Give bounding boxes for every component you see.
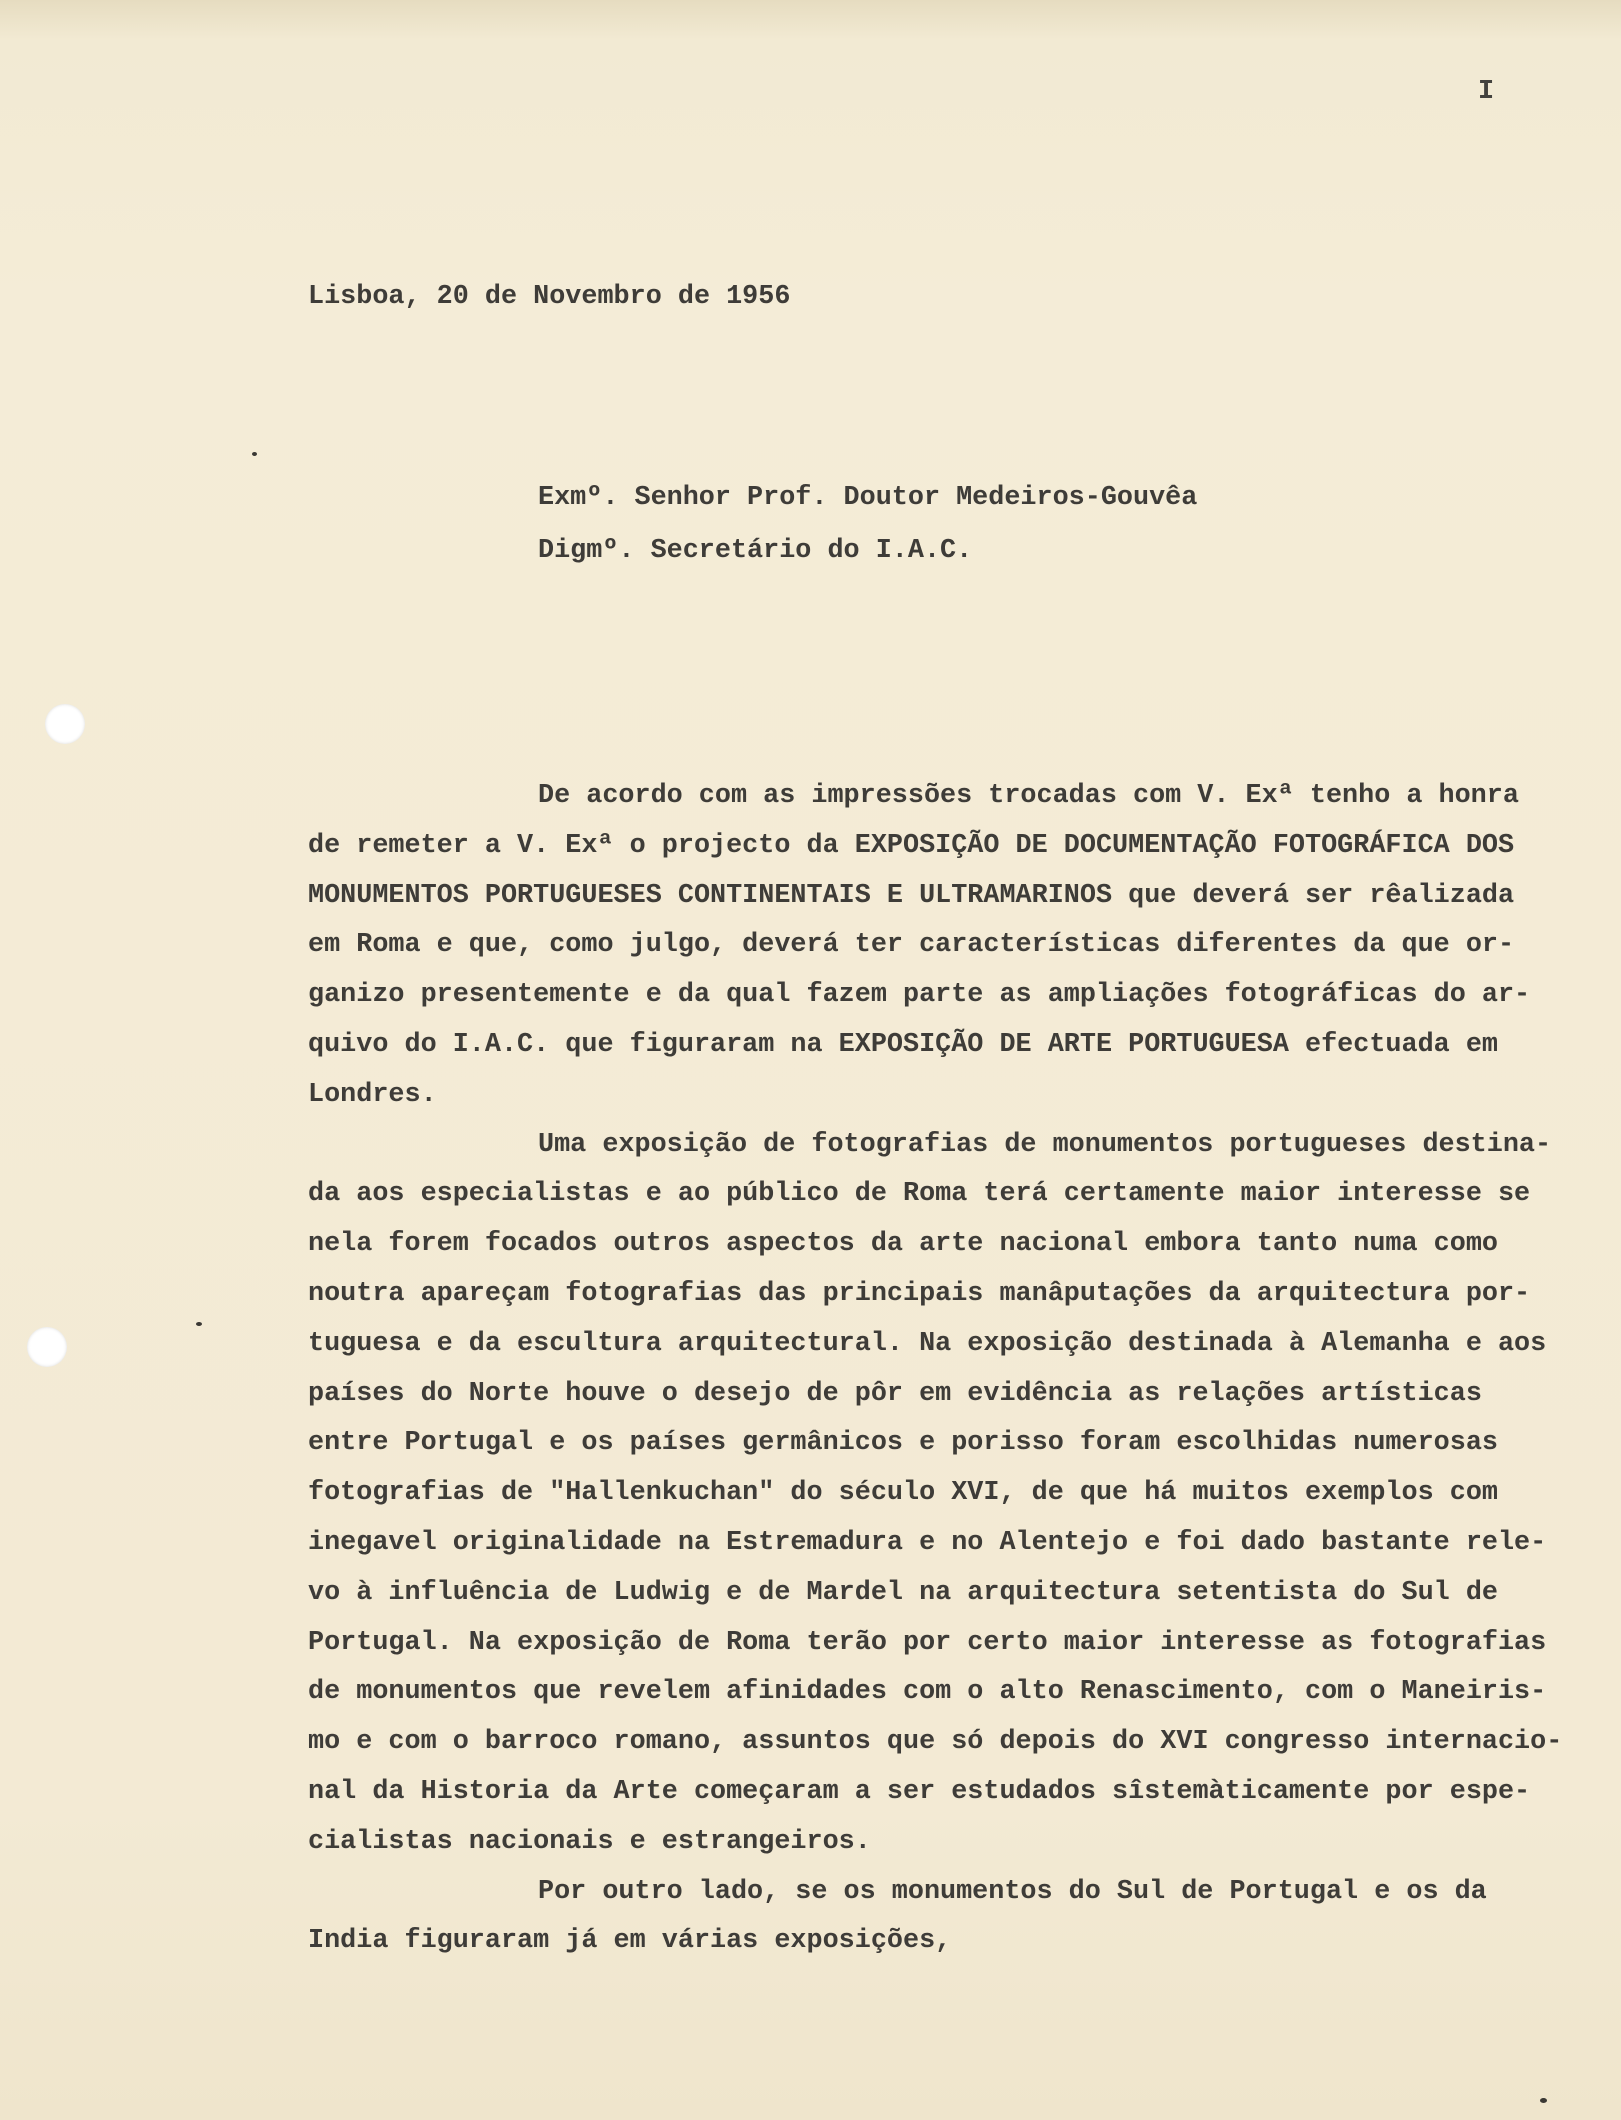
page-number: I [1478, 77, 1495, 107]
body-line: fotografias de "Hallenkuchan" do século XVI, de que há muitos exemplos com [308, 1478, 1498, 1509]
body-line: Portugal. Na exposição de Roma terão por certo maior interesse as fotografias [308, 1627, 1547, 1658]
paragraph [308, 1868, 1562, 1968]
body-line: vo à influência de Ludwig e de Mardel na arquitectura setentista do Sul de [308, 1577, 1498, 1608]
body-line: noutra apareçam fotografias das principais manâputações da arquitectura por- [308, 1278, 1531, 1309]
body-line: De acordo com as impressões trocadas com V. Exª tenho a honra [538, 781, 1519, 811]
body-line: Uma exposição de fotografias de monumentos portugueses destina- [538, 1129, 1552, 1160]
body-line: nal da Historia da Arte começaram a ser estudados sîstemàticamente por espe- [308, 1776, 1531, 1807]
body-line: nela forem focados outros aspectos da arte nacional embora tanto numa como [308, 1229, 1498, 1260]
date-line: Lisboa, 20 de Novembro de 1956 [308, 282, 791, 312]
body-line: MONUMENTOS PORTUGUESES CONTINENTAIS E ULTRAMARINOS que deverá ser rêalizada [308, 880, 1515, 911]
addressee-line: Exmº. Senhor Prof. Doutor Medeiros-Gouvêa [538, 483, 1198, 513]
body-line: países do Norte houve o desejo de pôr em evidência as relações artísticas [308, 1378, 1482, 1409]
body-line: ganizo presentemente e da qual fazem parte as ampliações fotográficas do ar- [308, 980, 1531, 1011]
body-line: da aos especialistas e ao público de Roma terá certamente maior interesse se [308, 1179, 1531, 1210]
body-line: inegavel originalidade na Estremadura e no Alentejo e foi dado bastante rele- [308, 1527, 1547, 1558]
body-line: mo e com o barroco romano, assuntos que só depois do XVI congresso internacio- [308, 1727, 1563, 1758]
addressee-block [538, 472, 1197, 578]
paragraph [308, 772, 1562, 1121]
body-line: de monumentos que revelem afinidades com o alto Renascimento, com o Maneiris- [308, 1677, 1547, 1708]
paragraph [308, 1121, 1562, 1868]
body-line: Por outro lado, se os monumentos do Sul de Portugal e os da [538, 1876, 1487, 1907]
letter-body [308, 772, 1562, 1967]
body-line: India figuraram já em várias exposições, [308, 1926, 952, 1957]
body-line: entre Portugal e os países germânicos e porisso foram escolhidas numerosas [308, 1428, 1498, 1459]
body-line: de remeter a V. Exª o projecto da EXPOSIÇÃO DE DOCUMENTAÇÃO FOTOGRÁFICA DOS [308, 830, 1515, 861]
body-line: cialistas nacionais e estrangeiros. [308, 1826, 871, 1857]
punch-hole-bottom [27, 1327, 67, 1367]
body-line: quivo do I.A.C. que figuraram na EXPOSIÇÃO DE ARTE PORTUGUESA efectuada em [308, 1029, 1498, 1060]
punch-hole-top [45, 704, 85, 744]
body-line: em Roma e que, como julgo, deverá ter características diferentes da que or- [308, 930, 1515, 961]
ink-speck [252, 452, 257, 456]
body-line: Londres. [308, 1079, 437, 1110]
body-line: tuguesa e da escultura arquitectural. Na exposição destinada à Alemanha e aos [308, 1328, 1547, 1359]
addressee-line: Digmº. Secretário do I.A.C. [538, 536, 973, 566]
ink-speck [1540, 2098, 1547, 2103]
ink-speck [196, 1322, 202, 1326]
